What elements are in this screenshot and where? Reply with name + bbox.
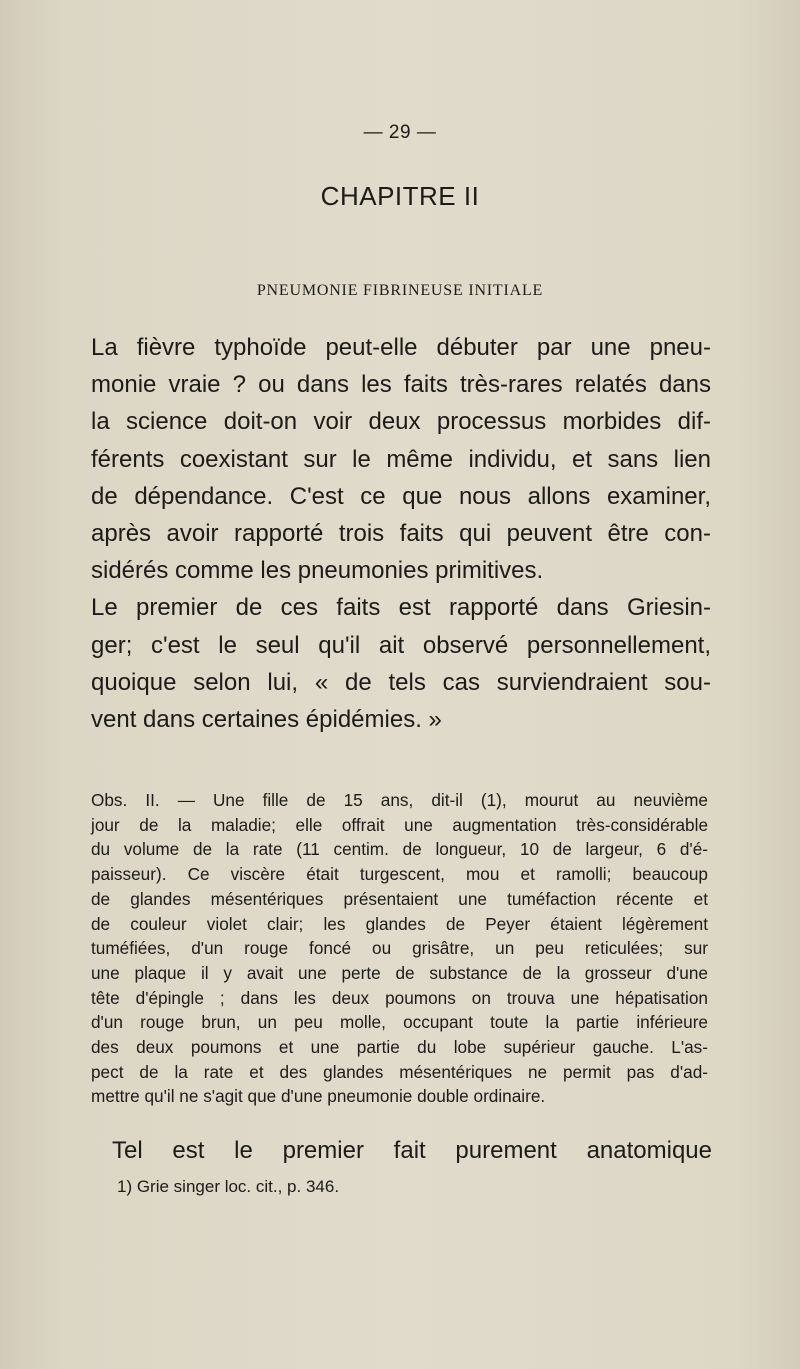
text-line: monie vraie ? ou dans les faits très-rares relatés dans xyxy=(91,371,711,399)
text-line: mettre qu'il ne s'agit que d'une pneumonie double ordinaire. xyxy=(91,1086,546,1107)
text-line: la science doit-on voir deux processus morbides dif- xyxy=(91,408,711,436)
text-line: paisseur). Ce viscère était turgescent, mou et ramolli; beaucoup xyxy=(91,864,708,885)
chapter-title: CHAPITRE II xyxy=(320,181,480,211)
text-line: tuméfiées, d'un rouge foncé ou grisâtre, un peu reticulées; sur xyxy=(91,938,708,959)
text-line: d'un rouge brun, un peu molle, occupant toute la partie inférieure xyxy=(91,1012,708,1033)
text-line: Obs. II. — Une fille de 15 ans, dit-il (1), mourut au neuvième xyxy=(91,790,708,810)
closing-line: Tel est le premier fait purement anatomique xyxy=(112,1137,712,1164)
text-line: tête d'épingle ; dans les deux poumons on trouva une hépatisation xyxy=(91,987,708,1008)
text-line: jour de la maladie; elle offrait une augmentation très-considérable xyxy=(91,814,708,835)
text-line: une plaque il y avait une perte de substance de la grosseur d'une xyxy=(91,962,708,983)
text-line: après avoir rapporté trois faits qui peuvent être con- xyxy=(91,520,711,548)
page-number: — 29 — xyxy=(363,122,437,143)
observation-paragraph xyxy=(91,788,708,1109)
text-line: des deux poumons et une partie du lobe supérieur gauche. L'as- xyxy=(91,1037,708,1058)
text-line: de dépendance. C'est ce que nous allons examiner, xyxy=(91,482,711,510)
text-line: du volume de la rate (11 centim. de longueur, 10 de largeur, 6 d'é- xyxy=(91,839,708,860)
text-line: férents coexistant sur le même individu, et sans lien xyxy=(91,445,711,473)
text-line: Le premier de ces faits est rapporté dans Griesin- xyxy=(91,594,711,622)
section-title: PNEUMONIE FIBRINEUSE INITIALE xyxy=(256,282,544,299)
footnote: 1) Grie singer loc. cit., p. 346. xyxy=(117,1177,340,1196)
text-line: quoique selon lui, « de tels cas surviendraient sou- xyxy=(91,668,711,696)
main-paragraph xyxy=(91,329,711,738)
text-line: ger; c'est le seul qu'il ait observé personnellement, xyxy=(91,631,711,659)
text-line: vent dans certaines épidémies. » xyxy=(91,706,442,734)
text-line: La fièvre typhoïde peut-elle débuter par une pneu- xyxy=(91,334,711,361)
text-line: de glandes mésentériques présentaient une tuméfaction récente et xyxy=(91,888,708,909)
text-line: sidérés comme les pneumonies primitives. xyxy=(91,557,544,585)
text-line: pect de la rate et des glandes mésentériques ne permit pas d'ad- xyxy=(91,1061,708,1082)
text-line: de couleur violet clair; les glandes de Peyer étaient légèrement xyxy=(91,913,708,934)
